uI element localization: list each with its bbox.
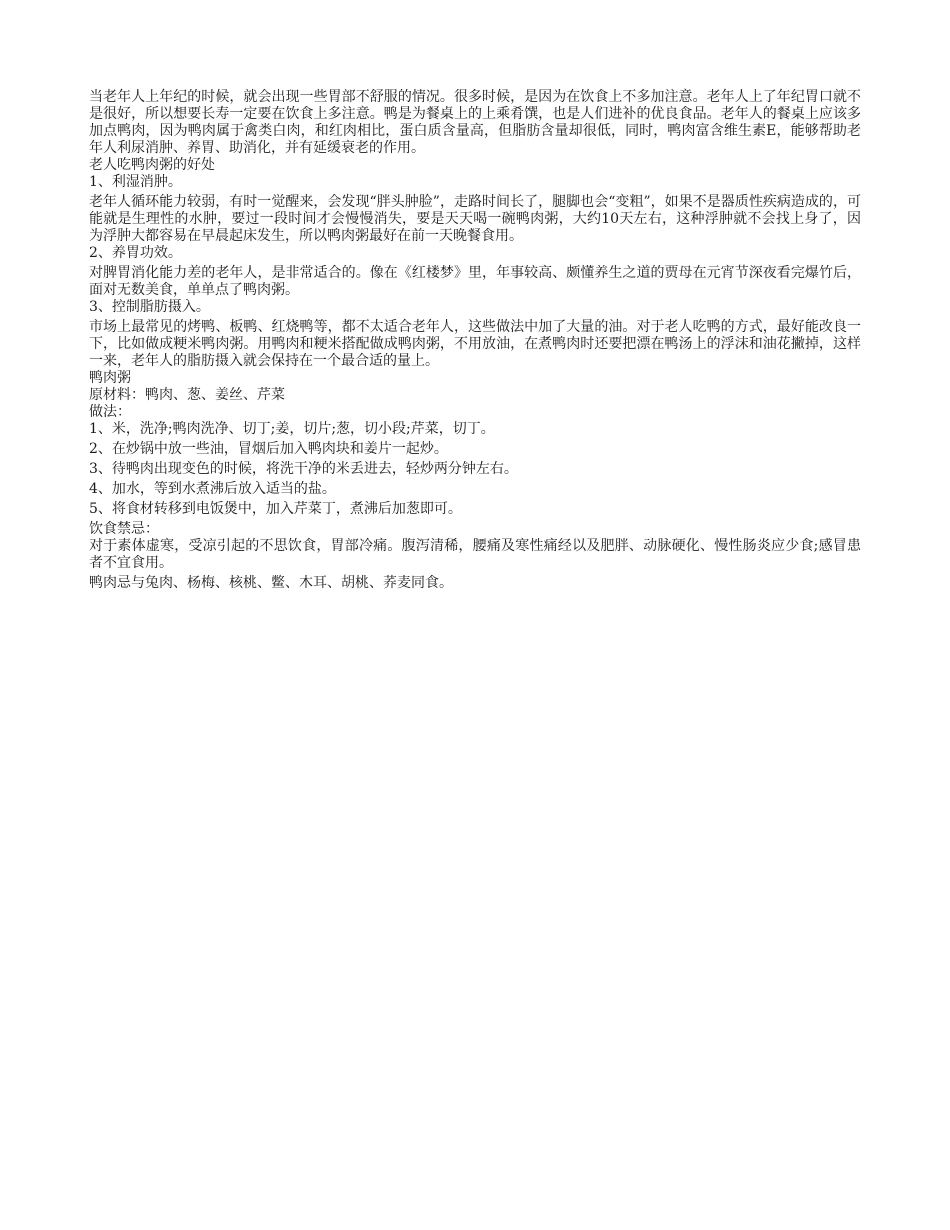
recipe-step-1: 1、米，洗净;鸭肉洗净、切丁;姜，切片;葱，切小段;芹菜，切丁。 xyxy=(89,421,495,437)
recipe-method-heading: 做法： xyxy=(89,404,131,420)
benefit-2-title: 2、养胃功效。 xyxy=(89,245,182,261)
benefit-3-title: 3、控制脂肪摄入。 xyxy=(89,299,210,315)
taboo-text-1: 对于素体虚寒，受凉引起的不思饮食，胃部冷痛。腹泻清稀，腰痛及寒性痛经以及肥胖、动脉硬化、慢性肠炎应少食;感冒患者不宜食用。 xyxy=(89,538,861,571)
benefit-1-text: 老年人循环能力较弱，有时一觉醒来，会发现“胖头肿脸”，走路时间长了，腿脚也会“变粗”，如果不是器质性疾病造成的，可能就是生理性的水肿，要过一段时间才会慢慢消失，要是天天喝一碗鸭肉粥，大约10天左右，这种浮肿就不会找上身了，因为浮肿大都容易在早晨起床发生，所以鸭肉粥最好在前一天晚餐食用。 xyxy=(89,194,861,244)
benefit-3-text: 市场上最常见的烤鸭、板鸭、红烧鸭等，都不太适合老年人，这些做法中加了大量的油。对于老人吃鸭的方式，最好能改良一下，比如做成粳米鸭肉粥。用鸭肉和粳米搭配做成鸭肉粥，不用放油，在煮鸭肉时还要把漂在鸭汤上的浮沫和油花撇掉，这样一来，老年人的脂肪摄入就会保持在一个最合适的量上。 xyxy=(89,319,861,369)
recipe-ingredients: 原材料：鸭肉、葱、姜丝、芹菜 xyxy=(89,387,285,403)
recipe-title: 鸭肉粥 xyxy=(89,370,131,386)
section-heading-benefits: 老人吃鸭肉粥的好处 xyxy=(89,157,215,173)
recipe-step-5: 5、将食材转移到电饭煲中，加入芹菜丁，煮沸后加葱即可。 xyxy=(89,501,462,517)
recipe-step-2: 2、在炒锅中放一些油，冒烟后加入鸭肉块和姜片一起炒。 xyxy=(89,441,448,457)
recipe-step-4: 4、加水，等到水煮沸后放入适当的盐。 xyxy=(89,481,336,497)
recipe-step-3: 3、待鸭肉出现变色的时候，将洗干净的米丢进去，轻炒两分钟左右。 xyxy=(89,461,518,477)
benefit-1-title: 1、利湿消肿。 xyxy=(89,174,182,190)
benefit-2-text: 对脾胃消化能力差的老年人，是非常适合的。像在《红楼梦》里，年事较高、颇懂养生之道的贾母在元宵节深夜看完爆竹后，面对无数美食，单单点了鸭肉粥。 xyxy=(89,265,861,298)
document-page xyxy=(89,89,861,592)
taboo-text-2: 鸭肉忌与兔肉、杨梅、核桃、鳖、木耳、胡桃、荞麦同食。 xyxy=(89,575,453,591)
intro-paragraph: 当老年人上年纪的时候，就会出现一些胃部不舒服的情况。很多时候，是因为在饮食上不多加注意。老年人上了年纪胃口就不是很好，所以想要长寿一定要在饮食上多注意。鸭是为餐桌上的上乘肴馔，也是人们进补的优良食品。老年人的餐桌上应该多加点鸭肉，因为鸭肉属于禽类白肉，和红肉相比，蛋白质含量高，但脂肪含量却很低，同时，鸭肉富含维生素E，能够帮助老年人利尿消肿、养胃、助消化，并有延缓衰老的作用。 xyxy=(89,89,861,156)
taboo-heading: 饮食禁忌： xyxy=(89,521,159,537)
